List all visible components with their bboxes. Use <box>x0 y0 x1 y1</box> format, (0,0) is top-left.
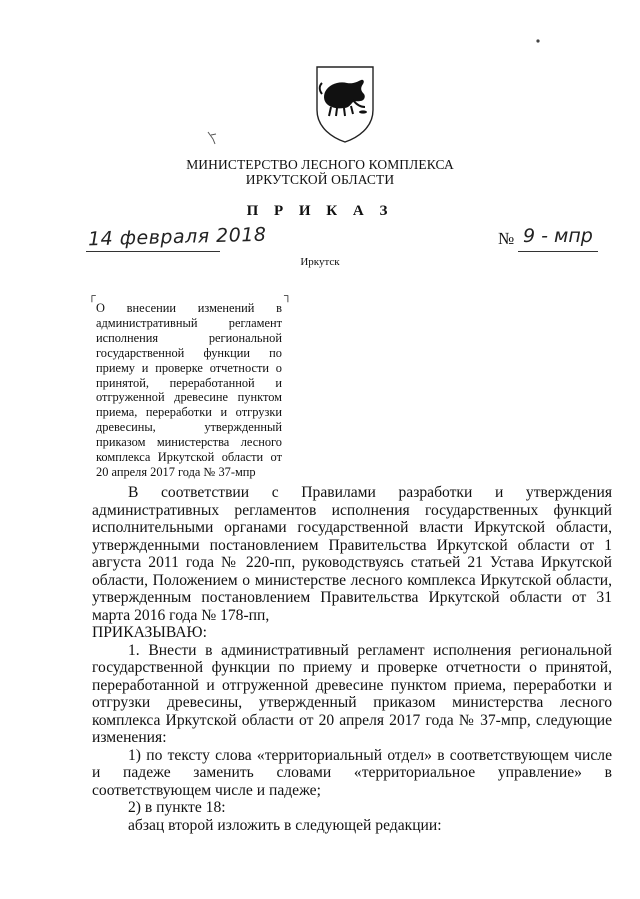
corner-bracket-left-icon: ┌ <box>88 290 96 302</box>
subitem-2-paragraph: 2) в пункте 18: <box>128 799 226 816</box>
scan-dot-icon <box>535 38 541 44</box>
city-name: Иркутск <box>300 256 340 268</box>
document-title: П Р И К А З <box>246 203 394 219</box>
subitem-2-text: абзац второй изложить в следующей редакции: <box>128 816 442 834</box>
ministry-name-line2: ИРКУТСКОЙ ОБЛАСТИ <box>245 172 395 187</box>
coat-of-arms-icon <box>313 64 377 144</box>
number-sign: № <box>498 229 515 248</box>
corner-bracket-right-icon: ┐ <box>284 290 292 302</box>
item-1-paragraph: 1. Внести в административный регламент исполнения региональной государственной функции по приему и проверке отчетности о принятой, переработанной и отгруженной древесине пунктом приема, переработки и отгрузки древесины, утвержденный приказом министерства лесного комплекса Иркутской области от 20 апреля 2017 года № 37-мпр, следующие изменения: <box>92 641 612 746</box>
preamble-paragraph: В соответствии с Правилами разработки и утверждения административных регламентов исполнения государственных функций исполнительными органами государственной власти Иркутской области, утвержденными постановлением Правительства Иркутской области от 1 августа 2011 года № 220-пп, руководствуясь статьей 21 Устава Иркутской области, Положением о министерстве лесного комплекса Иркутской области, утвержденным постановлением Правительства Иркутской области от 31 марта 2016 года № 178-пп, <box>92 484 612 624</box>
handwritten-number: 9 - мпр <box>523 225 593 247</box>
handwritten-date: 14 февраля 2018 <box>87 223 267 251</box>
scan-speck-icon <box>206 130 220 146</box>
date-underline <box>86 251 220 252</box>
document-body <box>92 484 612 834</box>
document-subject: О внесении изменений в административный регламент исполнения региональной государственной функции по приему и проверке отчетности о принятой, переработанной и отгруженной древесине пунктом приема, переработки и отгрузки древесины, утвержденный приказом министерства лесного комплекса Иркутской области от 20 апреля 2017 года № 37-мпр <box>96 301 282 479</box>
number-underline <box>518 251 598 252</box>
ministry-name-line1: МИНИСТЕРСТВО ЛЕСНОГО КОМПЛЕКСА <box>186 157 454 172</box>
ministry-name <box>0 157 640 187</box>
subitem-1-paragraph: 1) по тексту слова «территориальный отдел» в соответствующем числе и падеже заменить словами «территориальное управление» в соответствующем числе и падеже; <box>92 746 612 799</box>
order-word: ПРИКАЗЫВАЮ: <box>92 624 207 641</box>
